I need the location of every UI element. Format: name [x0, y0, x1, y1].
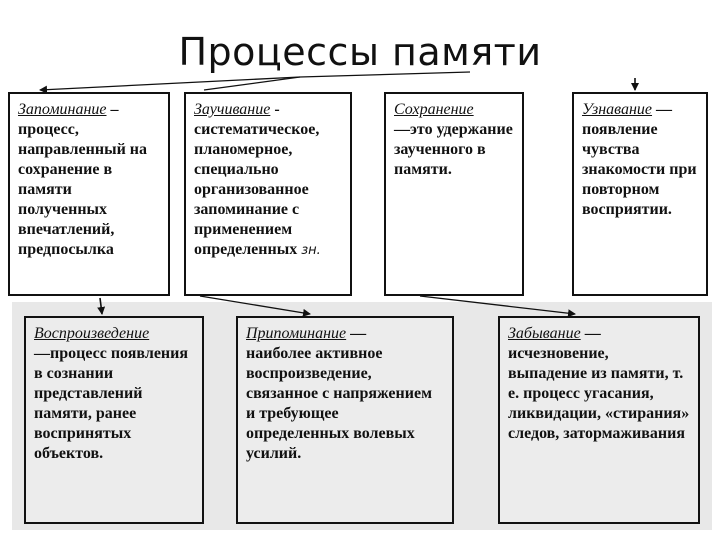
- arrow-title-to-memorization: [40, 77, 300, 90]
- arrow-to-forgetting: [420, 296, 575, 314]
- term-retention: Сохранение: [394, 101, 474, 118]
- desc-retention: —это удержание заученного в памяти.: [394, 121, 513, 178]
- term-separator: —: [652, 101, 673, 118]
- desc-reproduction: —процесс появления в сознании представлений памяти, ранее воспринятых объектов.: [34, 345, 189, 462]
- term-memorization: Запоминание: [18, 101, 107, 118]
- term-separator: —: [580, 325, 601, 342]
- desc-forgetting: исчезновение, выпадение из памяти, т. е. процесс угасания, ликвидации, «стирания» следов, затормаживания: [508, 345, 690, 442]
- term-learning: Заучивание: [194, 101, 271, 118]
- note-learning: зн.: [301, 243, 321, 258]
- desc-memorization: процесс, направленный на сохранение в памяти полученных впечатлений, предпосылка: [18, 121, 147, 258]
- term-forgetting: Забывание: [508, 325, 581, 342]
- term-separator: -: [270, 101, 280, 118]
- arrow-title-right: [300, 72, 470, 77]
- term-recognition: Узнавание: [582, 101, 653, 118]
- desc-recognition: появление чувства знакомости при повторном восприятии.: [582, 121, 697, 218]
- term-separator: —: [346, 325, 367, 342]
- term-separator: –: [106, 101, 119, 118]
- arrow-to-recollection: [200, 296, 310, 314]
- desc-learning: систематическое, планомерное, специально организованное запоминание с применением определенных: [194, 121, 320, 258]
- term-reproduction: Воспроизведение: [34, 325, 150, 342]
- desc-recollection: наиболее активное воспроизведение, связанное с напряжением и требующее определенных волевых усилий.: [246, 345, 432, 462]
- arrow-to-reproduction: [100, 298, 102, 314]
- term-recollection: Припоминание: [246, 325, 347, 342]
- page-title: Процессы памяти: [178, 30, 542, 74]
